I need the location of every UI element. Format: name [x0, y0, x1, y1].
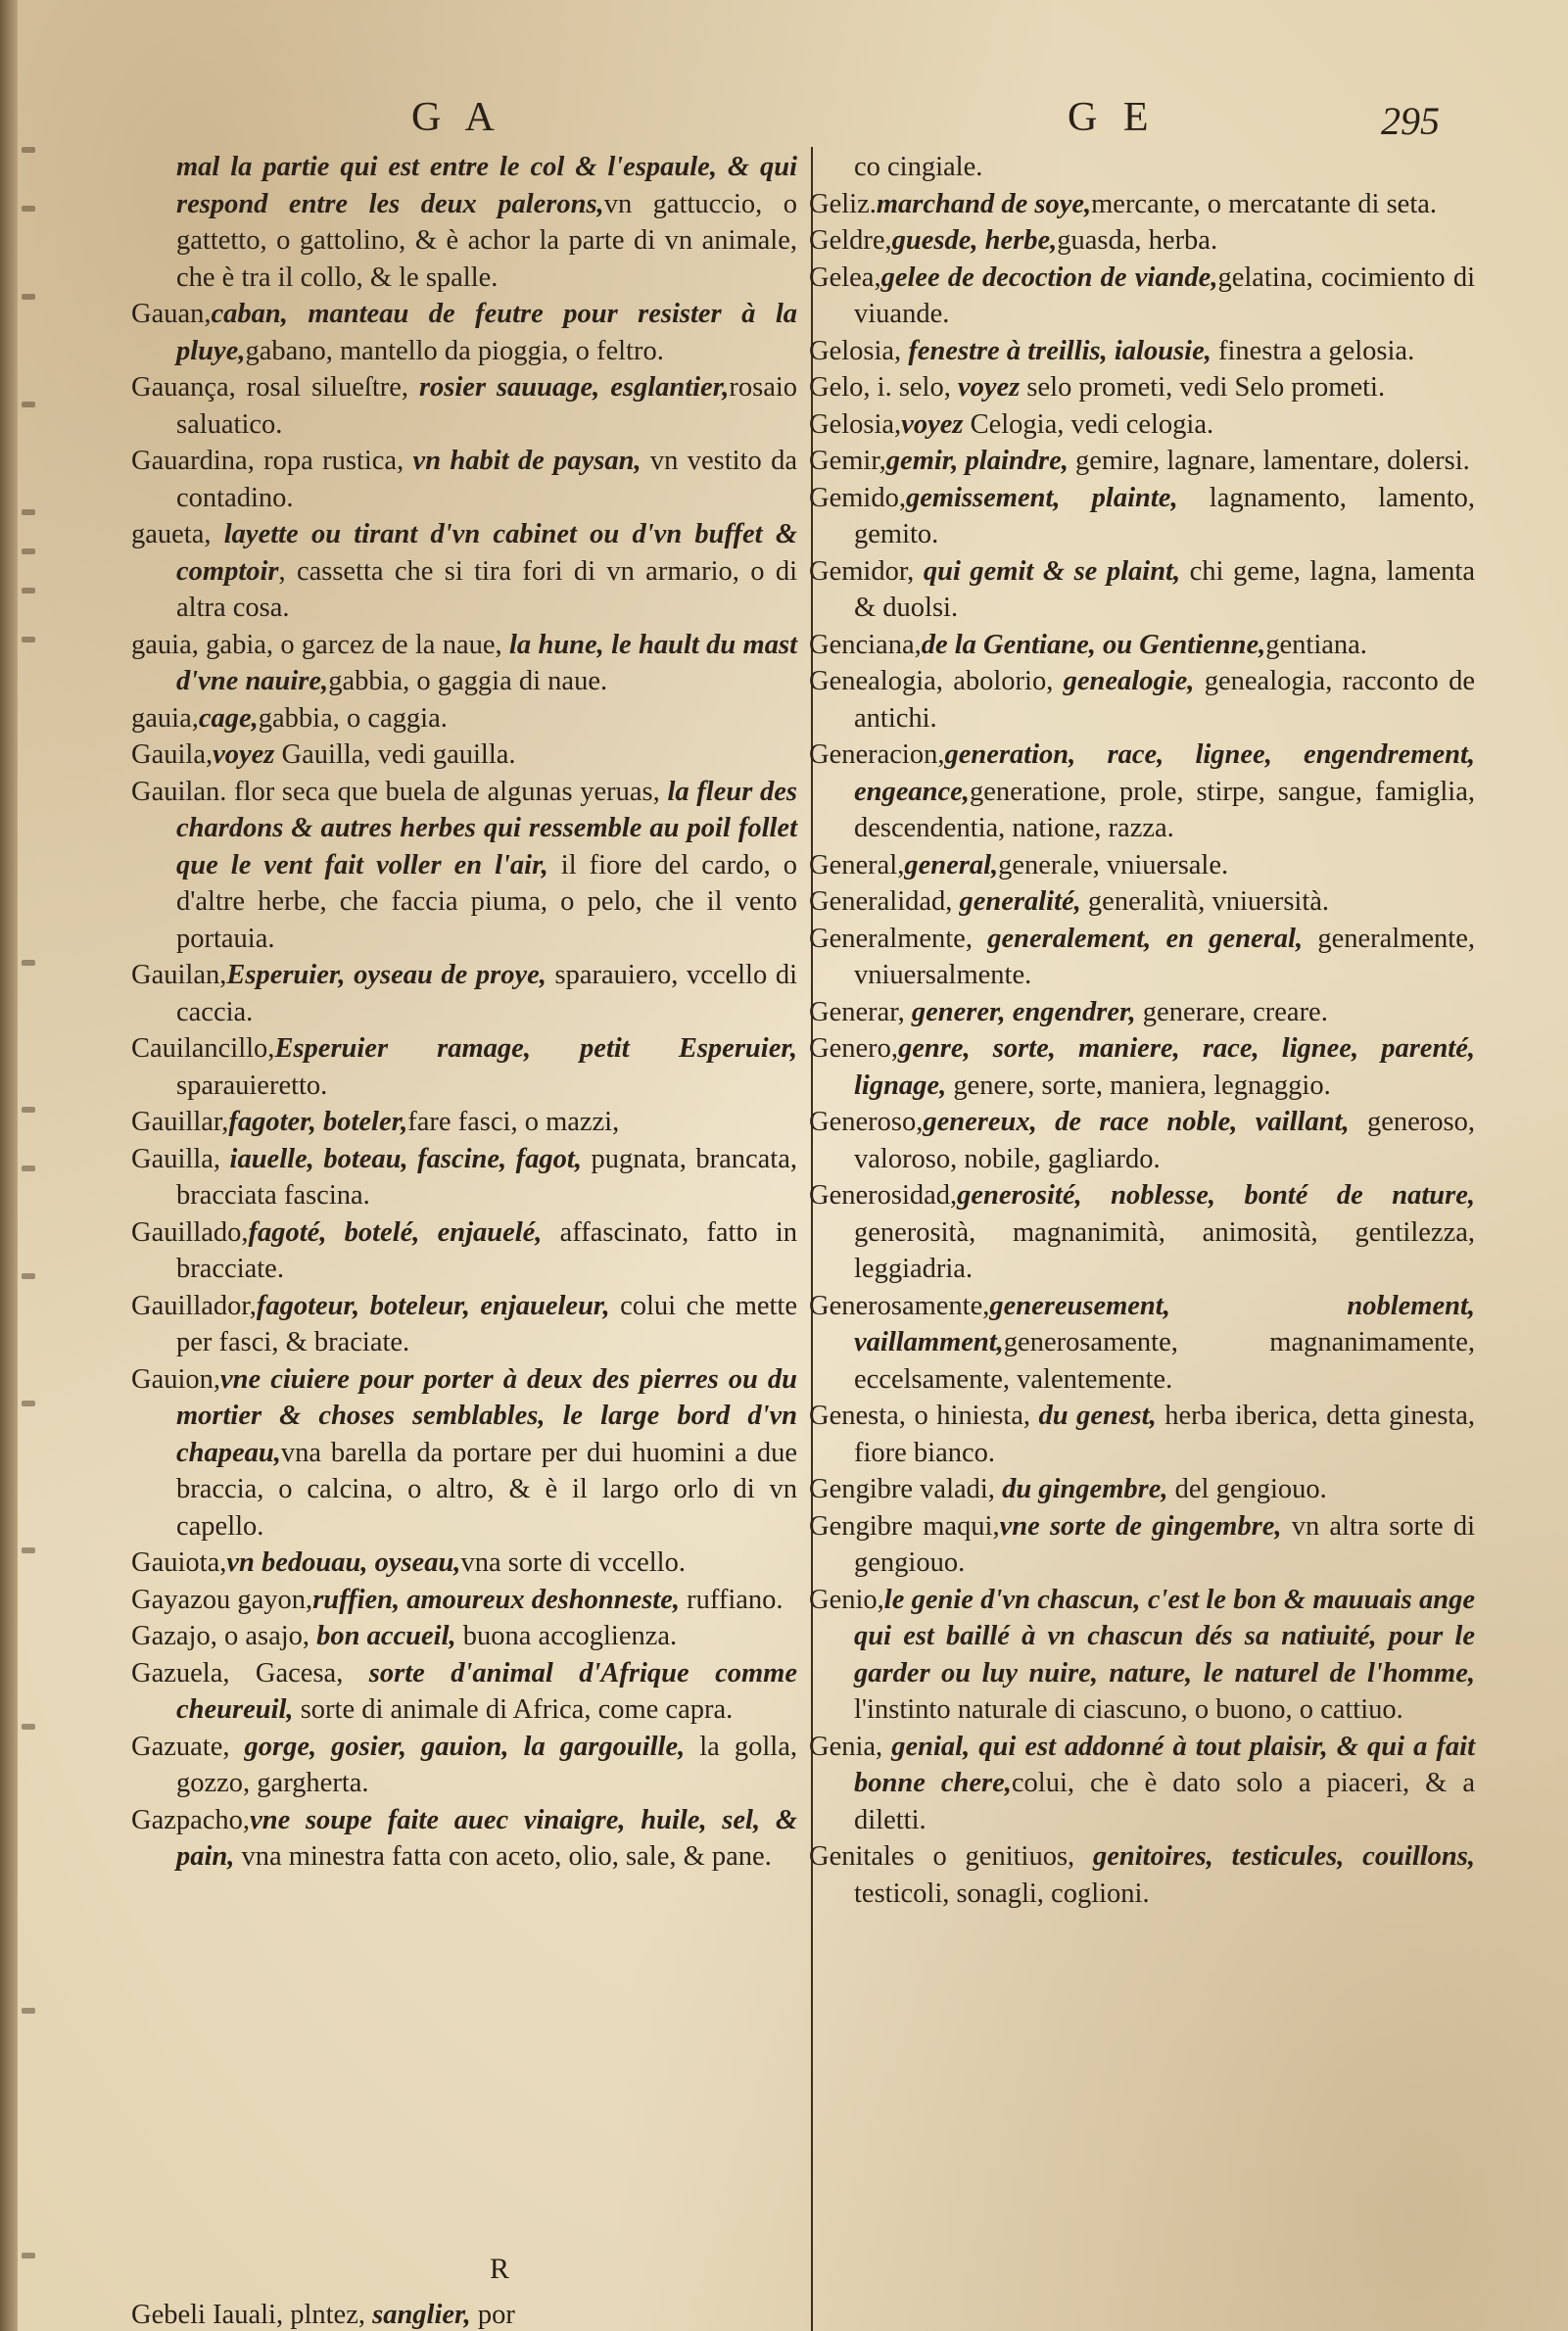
text-run: Generalmente, [809, 923, 988, 954]
left-column [131, 149, 797, 1876]
text-run: del gengiouo. [1167, 1474, 1327, 1504]
dictionary-entry [131, 443, 797, 516]
dictionary-entry [131, 1030, 797, 1104]
text-run: gemire, lagnare, lamentare, dolersi. [1068, 446, 1470, 476]
french-gloss: du gingembre, [1002, 1474, 1168, 1504]
dictionary-entry [809, 186, 1475, 223]
margin-mark [22, 509, 35, 515]
dictionary-entry [809, 1104, 1475, 1177]
margin-mark [22, 1547, 35, 1553]
dictionary-entry [131, 1141, 797, 1214]
text-run: sorte di animale di Africa, come capra. [293, 1694, 734, 1725]
text-run: gabbia, o gaggia di naue. [328, 666, 608, 696]
french-gloss: guesde, herbe, [891, 225, 1058, 256]
text-run: pugnata, brancata, bracciata fascina. [176, 1143, 797, 1211]
text-run: fare fasci, o mazzi, [407, 1107, 620, 1137]
text-run: sparauiero, vccello di caccia. [176, 960, 797, 1027]
text-run: Gelosia, [809, 408, 902, 440]
dictionary-entry [131, 1214, 797, 1288]
text-run: gentiana. [1265, 629, 1367, 660]
text-run: generoso, valoroso, nobile, gagliardo. [854, 1107, 1475, 1174]
text-run: co cingiale. [854, 152, 983, 182]
text-run: testicoli, sonagli, coglioni. [854, 1878, 1150, 1909]
text-run: Gauilla, vedi gauilla. [274, 739, 516, 770]
dictionary-entry [809, 480, 1475, 553]
french-gloss: la fleur des chardons & autres herbes qui ressemble au poil follet que le vent fait voller en l'air, [176, 776, 797, 880]
dictionary-entry [131, 627, 797, 700]
dictionary-entry [809, 1471, 1475, 1508]
french-gloss: fagoté, botelé, enjauelé, [248, 1216, 543, 1248]
text-run: Gauilla, [131, 1143, 230, 1174]
french-gloss: genial, qui est addonné à tout plaisir, & qui a fait bonne chere, [854, 1731, 1475, 1798]
dictionary-entry [131, 1582, 797, 1619]
french-gloss: iauelle, boteau, fascine, fagot, [229, 1143, 582, 1174]
margin-mark [22, 2008, 35, 2014]
margin-mark [22, 402, 35, 407]
dictionary-entry [809, 1838, 1475, 1912]
text-run: affascinato, fatto in bracciate. [176, 1216, 797, 1284]
dictionary-entry [131, 1618, 797, 1655]
text-run: ntez, [311, 2300, 373, 2330]
text-run: Gazuela, Gacesa, [131, 1657, 369, 1689]
french-gloss: gemir, plaindre, [885, 446, 1069, 476]
text-run: Genitales o genitiuos, [809, 1841, 1094, 1872]
french-gloss: genealogie, [1063, 666, 1195, 696]
dictionary-entry [809, 443, 1475, 480]
entry-continuation [131, 149, 797, 296]
text-run: rosaio saluatico. [176, 372, 798, 440]
dictionary-entry [131, 1655, 797, 1729]
margin-mark [22, 1166, 35, 1171]
text-run: Gelosia, [809, 335, 909, 366]
margin-mark [22, 1724, 35, 1730]
dictionary-entry [809, 1177, 1475, 1288]
text-run: finestra a gelosia. [1211, 335, 1415, 366]
text-run: Generosamente, [809, 1290, 990, 1321]
text-run: Gengibre valadi, [809, 1474, 1003, 1504]
text-run: Gazpacho, [131, 1804, 251, 1835]
text-run: selo prometi, vedi Selo prometi. [1020, 372, 1386, 403]
french-gloss: marchand de soye, [876, 188, 1092, 219]
french-gloss: caban, manteau de feutre pour resister à la pluye, [176, 299, 797, 366]
cut-off-line [131, 2297, 807, 2331]
dictionary-entry [809, 1508, 1475, 1582]
dictionary-entry [809, 847, 1475, 884]
text-run: mercante, o mercatante di seta. [1091, 188, 1438, 219]
text-run: ruffiano. [679, 1584, 784, 1615]
text-run: Gayazou gayon, [131, 1584, 313, 1615]
text-run: Gauillador, [131, 1290, 257, 1321]
french-gloss: gemissement, plainte, [905, 482, 1178, 513]
french-gloss: generer, engendrer, [911, 996, 1136, 1027]
french-gloss: genitoires, testicules, couillons, [1093, 1841, 1476, 1872]
text-run: vn vestito da contadino. [176, 446, 797, 513]
text-run: gaueta, [131, 519, 224, 549]
french-gloss: genereux, de race noble, vaillant, [923, 1107, 1350, 1137]
dictionary-entry [809, 333, 1475, 370]
text-run: Gauardina, ropa rustica, [131, 446, 413, 476]
french-gloss: Esperuier ramage, petit Esperuier, [274, 1033, 797, 1064]
margin-mark [22, 960, 35, 966]
text-run: General, [809, 849, 905, 880]
text-run: generale, vniuersale. [998, 849, 1229, 880]
text-run: gabano, mantello da pioggia, o feltro. [245, 335, 664, 366]
text-run: Gengibre maqui, [809, 1510, 1000, 1542]
text-run: vn gattuccio, o gattetto, o gattolino, & è achor la parte di vn animale, che è tra il collo, & le spalle. [176, 188, 797, 293]
french-gloss: voyez [213, 739, 275, 770]
french-gloss: gorge, gosier, gauion, la gargouille, [244, 1731, 686, 1762]
catchword: R [490, 2253, 510, 2285]
entry-continuation [809, 149, 1475, 186]
french-gloss: fagoter, boteler, [228, 1107, 408, 1137]
french-gloss: gelee de decoction de viande, [880, 262, 1218, 293]
dictionary-entry [809, 737, 1475, 847]
dictionary-entry [809, 1582, 1475, 1729]
text-run: vna minestra fatta con aceto, olio, sale, & pane. [234, 1841, 772, 1872]
french-gloss: voyez [901, 408, 964, 440]
text-run: gelatina, cocimiento di viuande. [854, 262, 1476, 329]
text-run: genere, sorte, maniera, legnaggio. [946, 1070, 1331, 1101]
text-run: Gauillado, [131, 1216, 249, 1248]
text-run: il fiore del cardo, o d'altre herbe, che faccia piuma, o pelo, che il vento portauia. [176, 849, 797, 954]
text-run: gabbia, o caggia. [258, 702, 448, 734]
text-run: generatione, prole, stirpe, sangue, famiglia, descendentia, natione, razza. [854, 776, 1475, 843]
dictionary-entry [809, 369, 1475, 406]
running-head-left: G A [411, 95, 502, 140]
french-gloss: general, [904, 849, 999, 880]
text-run: Genciana, [809, 629, 922, 660]
text-run: por [470, 2300, 515, 2330]
french-gloss: generalité, [959, 886, 1081, 917]
text-run: Genesta, o hiniesta, [809, 1401, 1039, 1431]
text-run: lagnamento, lamento, gemito. [854, 482, 1475, 549]
text-run: , cassetta che si tira fori di vn armario, o di altra cosa. [176, 555, 797, 623]
text-run: Geldre, [809, 225, 892, 256]
text-run: Gauillar, [131, 1107, 229, 1137]
text-run: Gauilan, [131, 960, 227, 990]
dictionary-entry [809, 663, 1475, 737]
dictionary-entry [131, 1545, 797, 1582]
text-run: guasda, herba. [1057, 225, 1218, 256]
french-gloss: vn habit de paysan, [412, 446, 641, 476]
dictionary-entry [809, 1030, 1475, 1104]
french-gloss: voyez [957, 372, 1021, 403]
dictionary-entry [809, 883, 1475, 921]
french-gloss: la hune, le hault du mast d'vne nauire, [176, 629, 797, 696]
dictionary-entry [131, 700, 797, 737]
dictionary-entry [131, 774, 797, 958]
french-gloss: fenestre à treillis, ialousie, [908, 335, 1212, 366]
text-run: Gelea, [809, 262, 881, 293]
margin-mark [22, 588, 35, 594]
text-run: Genealogia, abolorio, [809, 666, 1064, 696]
french-gloss: rosier sauuage, esglantier, [418, 372, 730, 403]
dictionary-entry [809, 260, 1475, 333]
dictionary-entry [809, 1288, 1475, 1399]
text-run: Gauança, rosal silueſtre, [131, 372, 419, 403]
text-run: vna sorte di vccello. [460, 1547, 686, 1578]
french-gloss: mal la partie qui est entre le col & l'espaule, & qui respond entre les deux palerons, [176, 152, 797, 219]
dictionary-entry [809, 553, 1475, 627]
text-run: gauia, [131, 702, 199, 734]
right-column [809, 149, 1475, 1912]
text-run: Gemido, [809, 482, 906, 513]
margin-mark [22, 637, 35, 642]
dictionary-entry [131, 516, 797, 627]
text-run: chi geme, lagna, lamenta & duolsi. [854, 555, 1475, 623]
dictionary-entry [131, 1802, 797, 1876]
french-gloss: vn bedouau, oyseau, [226, 1547, 461, 1578]
french-gloss: de la Gentiane, ou Gentienne, [921, 629, 1266, 660]
dictionary-entry [131, 1729, 797, 1802]
text-run: generare, creare. [1135, 996, 1328, 1027]
french-gloss: du genest, [1038, 1401, 1157, 1431]
french-gloss: fagoteur, boteleur, enjaueleur, [256, 1290, 610, 1321]
dictionary-entry [131, 737, 797, 774]
dictionary-entry [131, 957, 797, 1030]
text-run: Genero, [809, 1033, 898, 1064]
text-run: vn altra sorte di gengiouo. [854, 1510, 1475, 1578]
margin-mark [22, 1273, 35, 1279]
french-gloss: le genie d'vn chascun, c'est le bon & mauuais ange qui est baillé à vn chascun dés sa natiuité, pour le garder ou luy nuire, nature, le naturel de l'homme, [854, 1584, 1475, 1689]
french-gloss: vne soupe faite auec vinaigre, huile, sel, & pain, [176, 1804, 797, 1872]
text-run: herba iberica, detta ginesta, fiore bianco. [854, 1401, 1475, 1468]
text-run: generalmente, vniuersalmente. [854, 923, 1475, 990]
text-run: sparauieretto. [176, 1070, 328, 1101]
french-gloss: layette ou tirant d'vn cabinet ou d'vn buffet & comptoir [176, 519, 797, 587]
text-run: Gazuate, [131, 1731, 245, 1762]
text-run: colui che mette per fasci, & braciate. [176, 1290, 797, 1357]
dictionary-entry [809, 1729, 1475, 1839]
french-gloss: ruffien, amoureux deshonneste, [312, 1584, 680, 1615]
margin-mark [22, 147, 35, 153]
dictionary-entry [131, 369, 797, 443]
text-run: Generosidad, [809, 1180, 958, 1211]
french-gloss: cage, [198, 702, 259, 734]
french-gloss: genereusement, noblement, vaillamment, [854, 1290, 1475, 1357]
margin-mark [22, 206, 35, 212]
page-number: 295 [1381, 99, 1440, 143]
margin-marks [18, 0, 45, 2331]
text-run: gauia, gabia, o garcez de la naue, [131, 629, 509, 660]
text-run: Gauilan. flor seca que buela de algunas yeruas, [131, 776, 668, 807]
margin-mark [22, 2253, 35, 2259]
margin-mark [22, 294, 35, 300]
text-run: l'instinto naturale di ciascuno, o buono, o cattiuo. [854, 1694, 1403, 1725]
text-run: Gauiota, [131, 1547, 227, 1578]
running-head-right: G E [1068, 95, 1157, 140]
text-run: Gebeli Iauali, pl [131, 2300, 312, 2330]
text-run: Cauilancillo, [131, 1033, 275, 1064]
dictionary-entry [131, 296, 797, 369]
margin-mark [22, 548, 35, 554]
text-run: Gemir, [809, 446, 886, 476]
dictionary-entry [809, 222, 1475, 260]
french-gloss: generalement, en general, [987, 923, 1304, 954]
text-run: buona accoglienza. [455, 1621, 678, 1651]
margin-mark [22, 1401, 35, 1406]
french-gloss: vne ciuiere pour porter à deux des pierres ou du mortier & choses semblables, le large bord d'vn chapeau, [176, 1363, 797, 1468]
text-run: vna barella da portare per dui huomini a due braccia, o calcina, o altro, & è il largo orlo di vn capello. [176, 1437, 797, 1542]
french-gloss: generosité, noblesse, bonté de nature, [957, 1180, 1475, 1211]
text-run: Gauion, [131, 1363, 221, 1395]
dictionary-entry [131, 1361, 797, 1546]
text-run: Gauila, [131, 739, 214, 770]
text-run: Gemidor, [809, 555, 924, 587]
text-run: generosamente, magnanimamente, eccelsamente, valentemente. [854, 1327, 1475, 1395]
dictionary-entry [131, 1104, 797, 1141]
text-run: colui, che è dato solo a piaceri, & a diletti. [854, 1768, 1475, 1835]
text-run: Generoso, [809, 1107, 924, 1137]
french-gloss: sanglier, [372, 2300, 471, 2330]
text-run: Gauan, [131, 299, 212, 329]
french-gloss: Esperuier, oyseau de proye, [226, 960, 546, 990]
text-run: la golla, gozzo, gargherta. [176, 1731, 797, 1798]
text-run: Generacion, [809, 739, 945, 770]
text-run: Generar, [809, 996, 912, 1027]
dictionary-entry [131, 1288, 797, 1361]
french-gloss: qui gemit & se plaint, [923, 555, 1181, 587]
text-run: Geliz. [809, 188, 877, 219]
french-gloss: sorte d'animal d'Afrique comme cheureuil, [176, 1657, 798, 1725]
text-run: Gelo, i. selo, [809, 372, 958, 403]
dictionary-entry [809, 627, 1475, 664]
french-gloss: genre, sorte, maniere, race, lignee, parenté, lignage, [854, 1033, 1475, 1101]
dictionary-entry [809, 921, 1475, 994]
text-run: genealogia, racconto de antichi. [854, 666, 1475, 734]
text-run: generalità, vniuersità. [1080, 886, 1330, 917]
text-run: Gazajo, o asajo, [131, 1621, 317, 1651]
binding-edge [0, 0, 18, 2331]
margin-mark [22, 1107, 35, 1113]
text-run: Genio, [809, 1584, 884, 1615]
french-gloss: bon accueil, [316, 1621, 456, 1651]
dictionary-entry [809, 1398, 1475, 1471]
text-run: Celogia, vedi celogia. [963, 408, 1214, 440]
dictionary-entry [809, 994, 1475, 1031]
french-gloss: generation, race, lignee, engendrement, engeance, [854, 739, 1475, 807]
dictionary-entry [809, 406, 1475, 444]
text-run: Genia, [809, 1731, 892, 1762]
text-run: generosità, magnanimità, animosità, gentilezza, leggiadria. [854, 1216, 1475, 1284]
french-gloss: vne sorte de gingembre, [999, 1510, 1282, 1542]
text-run: Generalidad, [809, 886, 960, 917]
